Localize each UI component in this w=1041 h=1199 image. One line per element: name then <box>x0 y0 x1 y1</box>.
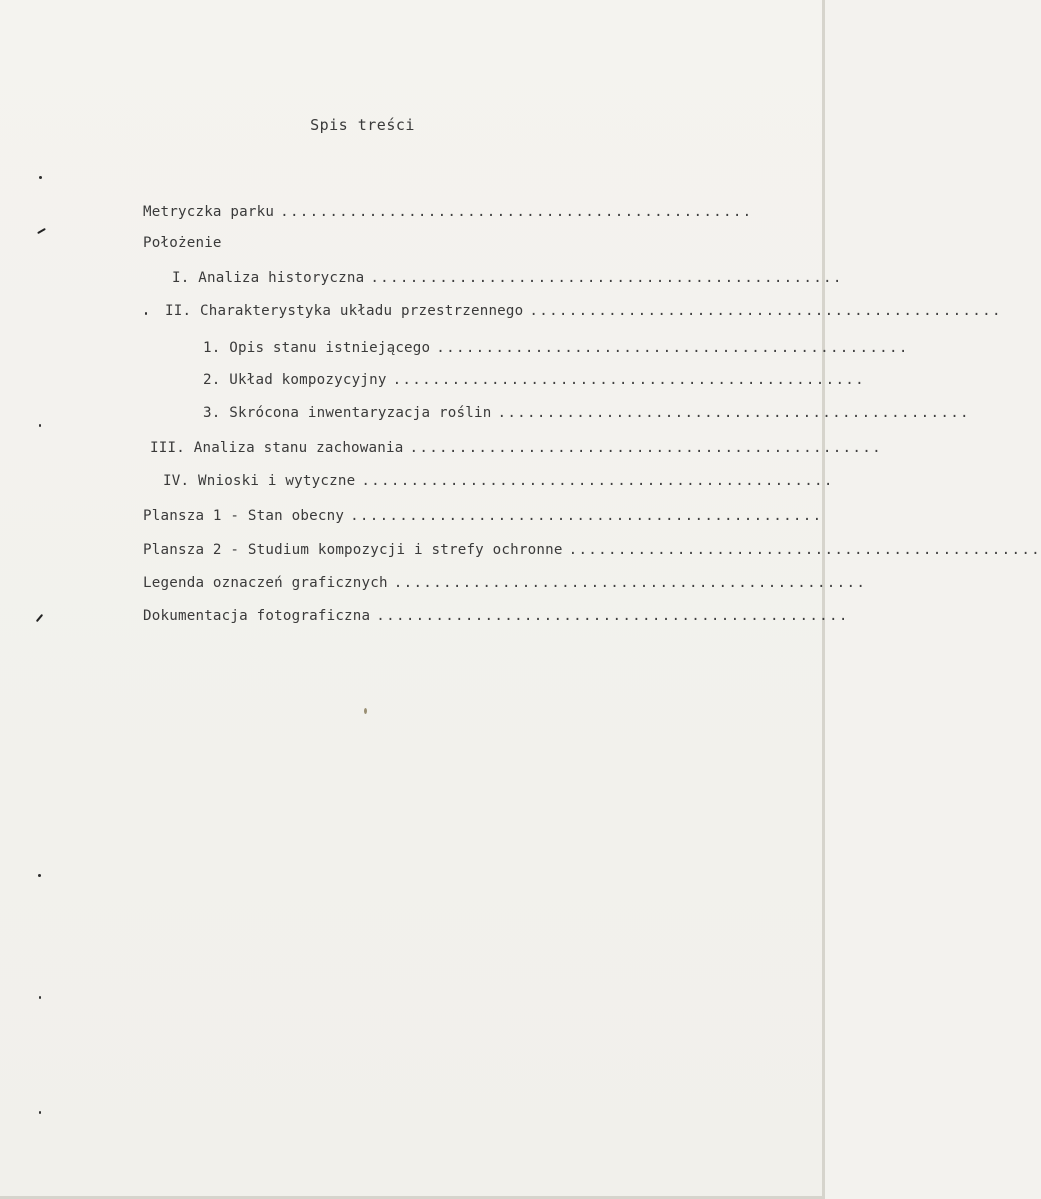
toc-entry-label: Metryczka parku <box>143 204 275 220</box>
toc-entry-plansza-1 <box>143 507 823 525</box>
toc-entry-label: Dokumentacja fotograficzna <box>143 608 371 624</box>
toc-entry-metryczka-parku <box>143 203 753 221</box>
toc-dot-leader: ................................................ <box>409 440 882 456</box>
scan-speck <box>38 874 41 877</box>
scan-speck <box>145 312 147 315</box>
scan-speck <box>39 424 41 427</box>
toc-dot-leader: ................................................ <box>376 608 849 624</box>
toc-entry-opis-stanu <box>203 339 909 357</box>
toc-entry-label: I. Analiza historyczna <box>172 270 365 286</box>
toc-entry-analiza-historyczna <box>172 269 843 287</box>
toc-entry-analiza-stanu-zachowania <box>150 439 882 457</box>
toc-entry-dokumentacja-fotograficzna <box>143 607 849 625</box>
toc-dot-leader: ................................................ <box>370 270 843 286</box>
paper-blemish <box>364 708 367 714</box>
toc-dot-leader: ................................................ <box>568 542 1041 558</box>
toc-entry-label: 2. Układ kompozycyjny <box>203 372 387 388</box>
toc-entry-label: III. Analiza stanu zachowania <box>150 440 404 456</box>
scan-speck <box>39 1111 41 1114</box>
toc-dot-leader: ................................................ <box>393 575 867 591</box>
toc-entry-legenda <box>143 574 867 592</box>
toc-dot-leader: ................................................ <box>280 204 753 220</box>
toc-entry-skrocona-inwentaryzacja <box>203 404 970 422</box>
toc-entry-uklad-kompozycyjny <box>203 371 865 389</box>
toc-entry-charakterystyka-ukladu <box>165 302 1002 320</box>
toc-entry-label: Plansza 2 - Studium kompozycji i strefy ochronne <box>143 542 563 558</box>
toc-entry-label: Legenda oznaczeń graficznych <box>143 575 388 591</box>
toc-entry-label: 3. Skrócona inwentaryzacja roślin <box>203 405 492 421</box>
toc-dot-leader: ................................................ <box>436 340 909 356</box>
toc-entry-label: IV. Wnioski i wytyczne <box>163 473 356 489</box>
toc-dot-leader: ................................................ <box>350 508 823 524</box>
page-title: Spis treści <box>310 116 415 134</box>
toc-entry-label: II. Charakterystyka układu przestrzennego <box>165 303 524 319</box>
toc-dot-leader: ................................................ <box>361 473 834 489</box>
toc-entry-wnioski-i-wytyczne <box>163 472 834 490</box>
scan-speck <box>39 996 41 999</box>
toc-dot-leader: ................................................ <box>392 372 865 388</box>
toc-entry-label: Plansza 1 - Stan obecny <box>143 508 345 524</box>
toc-dot-leader: ................................................ <box>529 303 1002 319</box>
toc-entry-label: 1. Opis stanu istniejącego <box>203 340 431 356</box>
scan-speck <box>39 176 42 179</box>
toc-entry-plansza-2 <box>143 541 1041 559</box>
toc-dot-leader: ................................................ <box>497 405 970 421</box>
toc-entry-polozenie <box>143 234 708 252</box>
toc-entry-label: Położenie <box>143 235 222 251</box>
